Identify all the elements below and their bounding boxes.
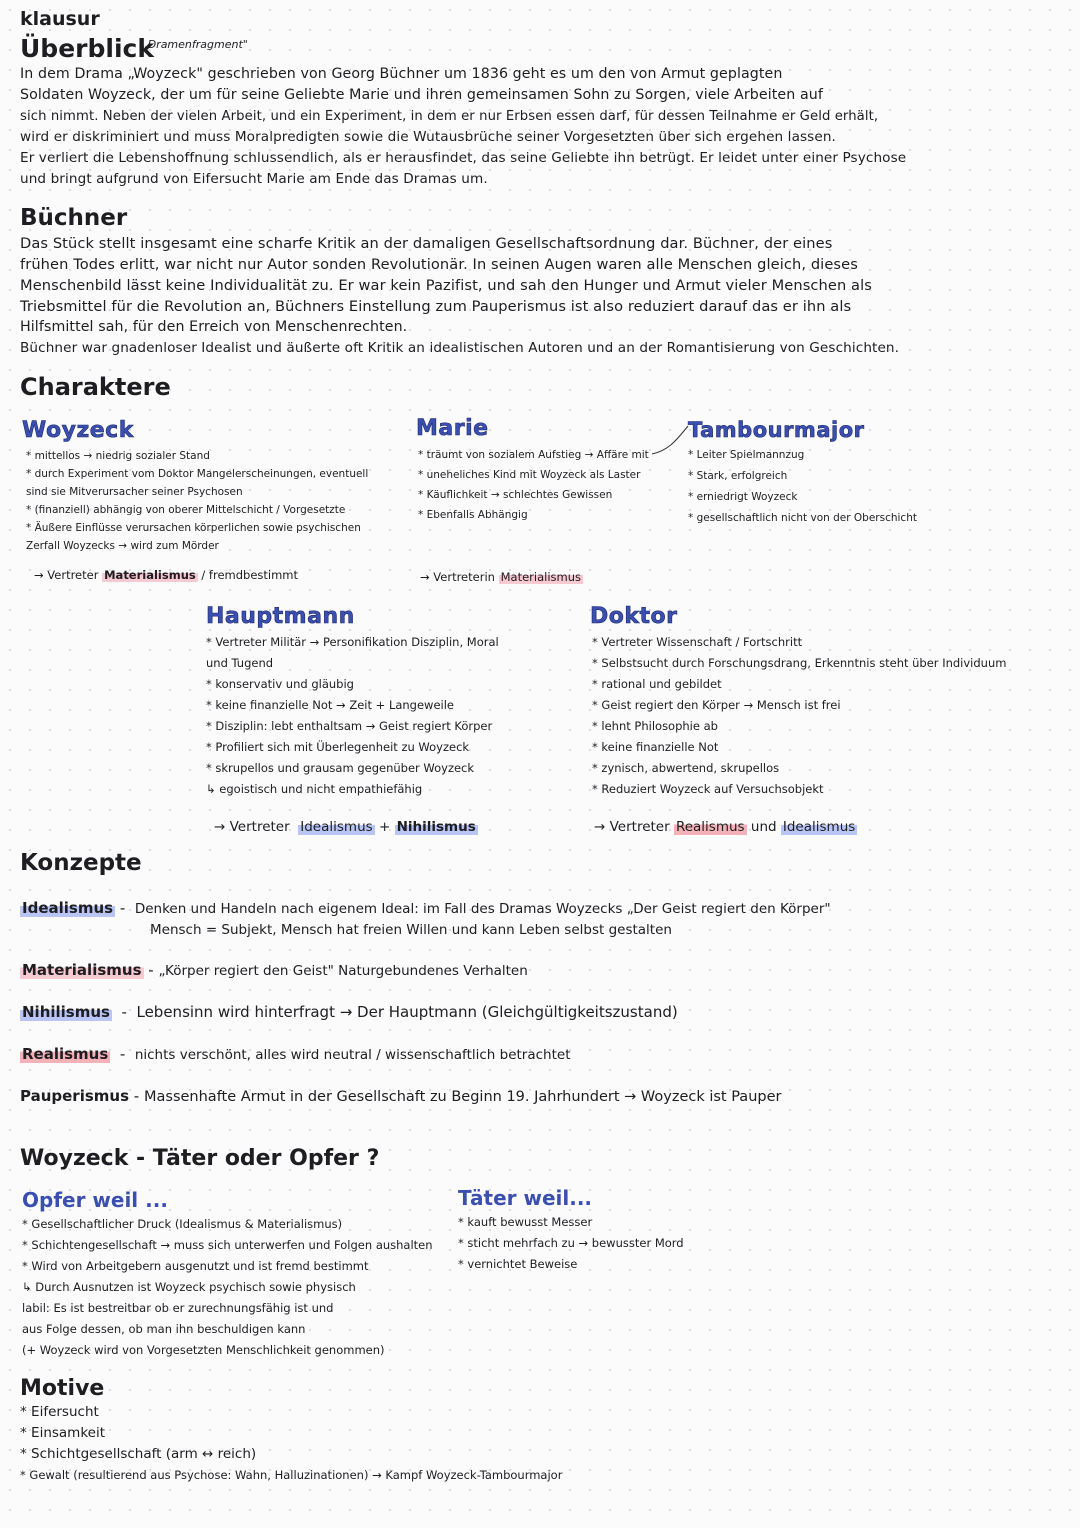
overview-line: und bringt aufgrund von Eifersucht Marie am Ende das Dramas um. — [20, 171, 488, 187]
taeter-points — [458, 1212, 684, 1275]
tambourmajor-point: * Leiter Spielmannzug — [688, 449, 805, 461]
marie-points — [418, 445, 649, 525]
taeter-point: * sticht mehrfach zu → bewusster Mord — [458, 1236, 684, 1250]
concept-item — [20, 960, 528, 981]
motive-title: Motive — [20, 1376, 105, 1401]
concept-term: Realismus — [22, 1045, 109, 1063]
opfer-point: * Gesellschaftlicher Druck (Idealismus & Materialismus) — [22, 1217, 343, 1231]
concept-dash: - — [133, 1087, 140, 1105]
tambourmajor-point: * erniedrigt Woyzeck — [688, 491, 798, 503]
woyzeck-point: sind sie Mitverursacher seiner Psychosen — [26, 486, 243, 498]
doktor-point: * Selbstsucht durch Forschungsdrang, Erkenntnis steht über Individuum — [592, 656, 1007, 670]
woyzeck-representative — [34, 565, 298, 586]
doktor-point: * keine finanzielle Not — [592, 740, 719, 754]
doktor-point: * Reduziert Woyzeck auf Versuchsobjekt — [592, 782, 824, 796]
overview-line: wird er diskriminiert und muss Moralpredigten sowie die Wutausbrüche seiner Vorgesetzten über sich ergehen lassen. — [20, 129, 836, 145]
rep-prefix: → Vertreter — [214, 819, 290, 835]
hauptmann-point: und Tugend — [206, 656, 274, 670]
characters-title: Charaktere — [20, 373, 171, 401]
marie-point: * Ebenfalls Abhängig — [418, 509, 528, 521]
buechner-title: Büchner — [20, 205, 128, 231]
taeter-title: Täter weil... — [458, 1186, 593, 1210]
buechner-line: Menschenbild lässt keine Individualität zu. Er war kein Pazifist, und sah den Hunger und Armut vieler Menschen als — [20, 277, 872, 294]
taeter-point: * vernichtet Beweise — [458, 1257, 578, 1271]
concept-text: Mensch = Subjekt, Mensch hat freien Willen und kann Leben selbst gestalten — [150, 922, 672, 938]
rep-term: Idealismus — [300, 819, 373, 835]
overview-line: Soldaten Woyzeck, der um für seine Geliebte Marie und ihren gemeinsamen Sohn zu Sorgen, viele Arbeiten auf — [20, 87, 823, 103]
buechner-paragraph — [20, 233, 1060, 359]
concept-item — [20, 1086, 781, 1107]
buechner-line: frühen Todes erlitt, war nicht nur Autor sonden Revolutionär. In seinen Augen waren alle Menschen gleich, dieses — [20, 256, 858, 273]
hauptmann-point: * konservativ und gläubig — [206, 677, 354, 691]
concept-text: nichts verschönt, alles wird neutral / wissenschaftlich betrachtet — [134, 1047, 571, 1063]
rep-term: Nihilismus — [396, 819, 476, 835]
motive-point: * Einsamkeit — [20, 1425, 106, 1441]
motive-point: * Gewalt (resultierend aus Psychose: Wahn, Halluzinationen) → Kampf Woyzeck-Tambourmajor — [20, 1468, 563, 1482]
motive-point: * Schichtgesellschaft (arm ↔ reich) — [20, 1446, 257, 1462]
concept-dash: - — [121, 1003, 127, 1021]
concept-text: „Körper regiert den Geist" Naturgebundenes Verhalten — [158, 963, 528, 979]
overview-annotation: „Dramenfragment" — [142, 38, 248, 51]
hauptmann-name: Hauptmann — [206, 604, 355, 629]
tambourmajor-name: Tambourmajor — [688, 418, 865, 442]
overview-paragraph — [20, 64, 1060, 190]
doktor-points — [592, 632, 1006, 800]
overview-line: Er verliert die Lebenshoffnung schlussendlich, als er herausfindet, das seine Geliebte ihn betrügt. Er leidet unter einer Psychose — [20, 150, 907, 166]
hauptmann-point: ↳ egoistisch und nicht empathiefähig — [206, 782, 423, 796]
rep-term: Materialismus — [104, 568, 196, 582]
doktor-point: * Vertreter Wissenschaft / Fortschritt — [592, 635, 803, 649]
rep-prefix: → Vertreter — [34, 568, 99, 582]
overview-title: Überblick — [20, 34, 154, 63]
marie-point: * Käuflichkeit → schlechtes Gewissen — [418, 489, 613, 501]
doktor-point: * Geist regiert den Körper → Mensch ist frei — [592, 698, 841, 712]
opfer-point: (+ Woyzeck wird von Vorgesetzten Menschlichkeit genommen) — [22, 1343, 385, 1357]
woyzeck-name: Woyzeck — [22, 418, 134, 443]
woyzeck-point: * mittellos → niedrig sozialer Stand — [26, 450, 210, 462]
doktor-representative — [594, 819, 857, 835]
opfer-title: Opfer weil ... — [22, 1188, 168, 1212]
opfer-point: * Schichtengesellschaft → muss sich unterwerfen und Folgen aushalten — [22, 1238, 433, 1252]
concept-term: Idealismus — [22, 899, 114, 917]
concept-dash: - — [119, 899, 126, 917]
hauptmann-points — [206, 632, 499, 800]
buechner-line: Triebsmittel für die Revolution an, Büchners Einstellung zum Pauperismus ist also reduziert darauf das er ihn als — [20, 298, 852, 315]
rep-prefix: → Vertreter — [594, 819, 670, 835]
concept-item — [20, 898, 831, 919]
doktor-point: * zynisch, abwertend, skrupellos — [592, 761, 780, 775]
tambourmajor-point: * gesellschaftlich nicht von der Oberschicht — [688, 512, 917, 524]
opfer-points — [22, 1214, 433, 1361]
hauptmann-point: * Vertreter Militär → Personifikation Disziplin, Moral — [206, 635, 499, 649]
buechner-line: Büchner war gnadenloser Idealist und äußerte oft Kritik an idealistischen Autoren und an der Romantisierung von Geschichten. — [20, 340, 900, 356]
klausur-label: klausur — [20, 8, 100, 30]
rep-plus: + — [378, 819, 391, 835]
concept-dash: - — [148, 961, 154, 979]
buechner-line: Hilfsmittel sah, für den Erreich von Menschenrechten. — [20, 319, 408, 335]
concept-item — [20, 1044, 571, 1065]
hauptmann-point: * keine finanzielle Not → Zeit + Langeweile — [206, 698, 455, 712]
marie-representative — [420, 567, 583, 588]
concept-text: Massenhafte Armut in der Gesellschaft zu Beginn 19. Jahrhundert → Woyzeck ist Pauper — [144, 1089, 782, 1105]
marie-point: * uneheliches Kind mit Woyzeck als Laster — [418, 469, 641, 481]
concept-term: Nihilismus — [22, 1003, 110, 1021]
opfer-point: aus Folge dessen, ob man ihn beschuldigen kann — [22, 1322, 306, 1336]
buechner-line: Das Stück stellt insgesamt eine scharfe Kritik an der damaligen Gesellschaftsordnung dar. Büchner, der eines — [20, 235, 833, 252]
tambourmajor-points — [688, 445, 917, 529]
motive-points — [20, 1402, 562, 1486]
woyzeck-point: Zerfall Woyzecks → wird zum Mörder — [26, 540, 219, 552]
rep-prefix: → Vertreterin — [420, 570, 495, 584]
rep-term: Idealismus — [782, 819, 856, 835]
victim-title: Woyzeck - Täter oder Opfer ? — [20, 1146, 380, 1171]
woyzeck-point: * Äußere Einflüsse verursachen körperlichen sowie psychischen — [26, 522, 361, 534]
tambourmajor-point: * Stark, erfolgreich — [688, 470, 788, 482]
affair-connector — [650, 420, 692, 460]
doktor-name: Doktor — [590, 604, 678, 629]
concept-text: Lebensinn wird hinterfragt → Der Hauptmann (Gleichgültigkeitszustand) — [136, 1003, 678, 1021]
rep-term: Materialismus — [500, 570, 581, 584]
opfer-point: * Wird von Arbeitgebern ausgenutzt und ist fremd bestimmt — [22, 1259, 369, 1273]
overview-line: sich nimmt. Neben der vielen Arbeit, und ein Experiment, in dem er nur Erbsen essen darf, für dessen Teilnahme er Geld erhält, — [20, 109, 879, 124]
taeter-point: * kauft bewusst Messer — [458, 1215, 593, 1229]
overview-line: In dem Drama „Woyzeck" geschrieben von Georg Büchner um 1836 geht es um den von Armut geplagten — [20, 66, 783, 82]
concepts-title: Konzepte — [20, 850, 142, 876]
motive-point: * Eifersucht — [20, 1404, 99, 1420]
rep-suffix: / fremdbestimmt — [201, 568, 299, 582]
opfer-point: ↳ Durch Ausnutzen ist Woyzeck psychisch sowie physisch — [22, 1280, 356, 1294]
hauptmann-point: * Profiliert sich mit Überlegenheit zu Woyzeck — [206, 740, 470, 754]
hauptmann-representative — [214, 819, 478, 835]
doktor-point: * rational und gebildet — [592, 677, 722, 691]
doktor-point: * lehnt Philosophie ab — [592, 719, 718, 733]
concept-text: Denken und Handeln nach eigenem Ideal: im Fall des Dramas Woyzecks „Der Geist regiert den Körper" — [134, 901, 831, 917]
marie-name: Marie — [416, 416, 489, 441]
concept-term: Pauperismus — [20, 1087, 130, 1105]
hauptmann-point: * skrupellos und grausam gegenüber Woyzeck — [206, 761, 475, 775]
concept-item — [20, 1002, 678, 1022]
woyzeck-point: * (finanziell) abhängig von oberer Mittelschicht / Vorgesetzte — [26, 504, 346, 516]
rep-and: und — [750, 819, 777, 835]
opfer-point: labil: Es ist bestreitbar ob er zurechnungsfähig ist und — [22, 1301, 334, 1315]
concept-dash: - — [119, 1045, 126, 1063]
concept-term: Materialismus — [22, 961, 142, 979]
document-label — [20, 8, 100, 30]
marie-point: * träumt von sozialem Aufstieg → Affäre mit — [418, 449, 649, 461]
concept-item-continuation — [150, 920, 672, 940]
woyzeck-point: * durch Experiment vom Doktor Mangelerscheinungen, eventuell — [26, 468, 369, 480]
woyzeck-points — [26, 447, 368, 555]
hauptmann-point: * Disziplin: lebt enthaltsam → Geist regiert Körper — [206, 719, 493, 733]
rep-term: Realismus — [675, 819, 745, 835]
